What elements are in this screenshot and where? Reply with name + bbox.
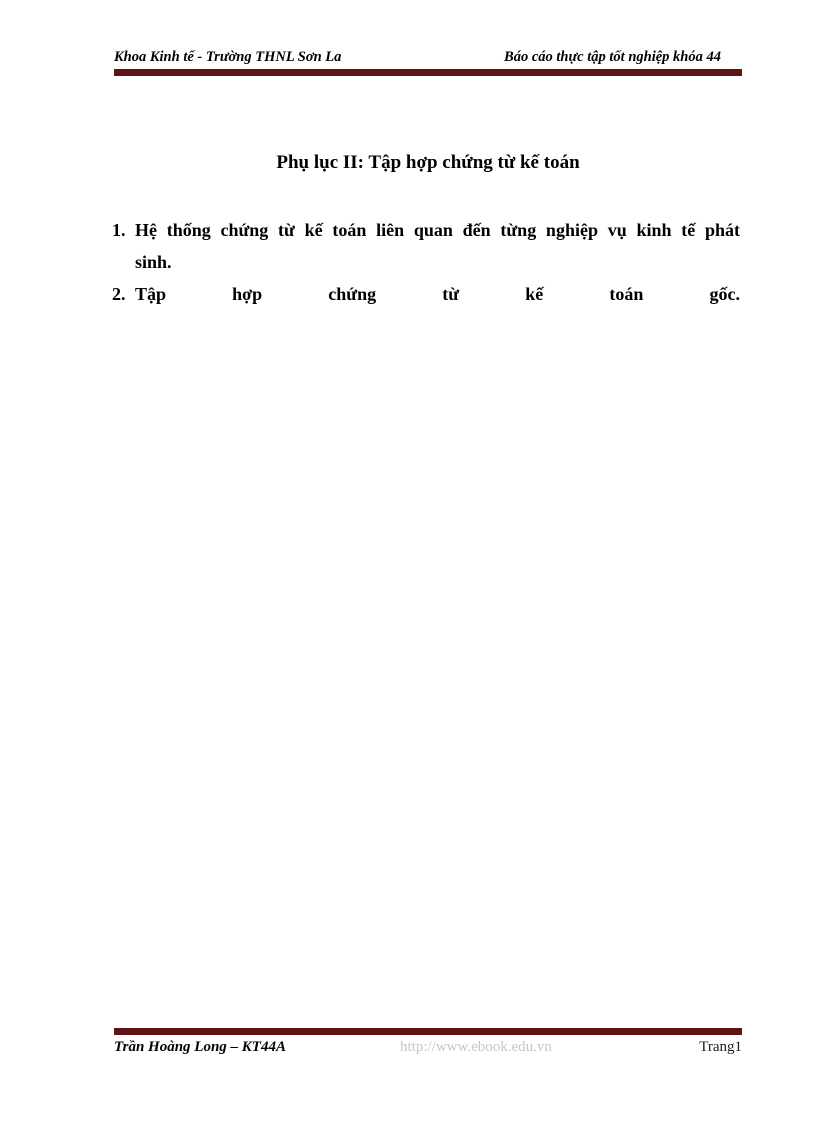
page-footer (114, 1038, 742, 1058)
numbered-list (112, 214, 740, 310)
list-item-text-line: Hệ thống chứng từ kế toán liên quan đến từng nghiệp vụ kinh tế phát (135, 220, 740, 240)
list-item-text-line: sinh. (135, 252, 172, 272)
page-title: Phụ lục II: Tập hợp chứng từ kế toán (276, 152, 580, 173)
footer-rule (114, 1028, 742, 1035)
list-item-text-line: Tập hợp chứng từ kế toán gốc. (135, 284, 740, 304)
list-item-number: 1. (112, 220, 126, 240)
header-report-text: Báo cáo thực tập tốt nghiệp khóa 44 (504, 49, 721, 65)
list-item (112, 214, 740, 278)
header-rule (114, 69, 742, 76)
list-item (112, 278, 740, 310)
list-item-number: 2. (112, 284, 126, 304)
footer-url-text: http://www.ebook.edu.vn (400, 1039, 552, 1055)
footer-author-text: Trần Hoàng Long – KT44A (114, 1039, 286, 1055)
header-department-text: Khoa Kinh tế - Trường THNL Sơn La (114, 49, 342, 65)
footer-page-number: Trang1 (699, 1039, 742, 1055)
page-header (114, 48, 742, 66)
